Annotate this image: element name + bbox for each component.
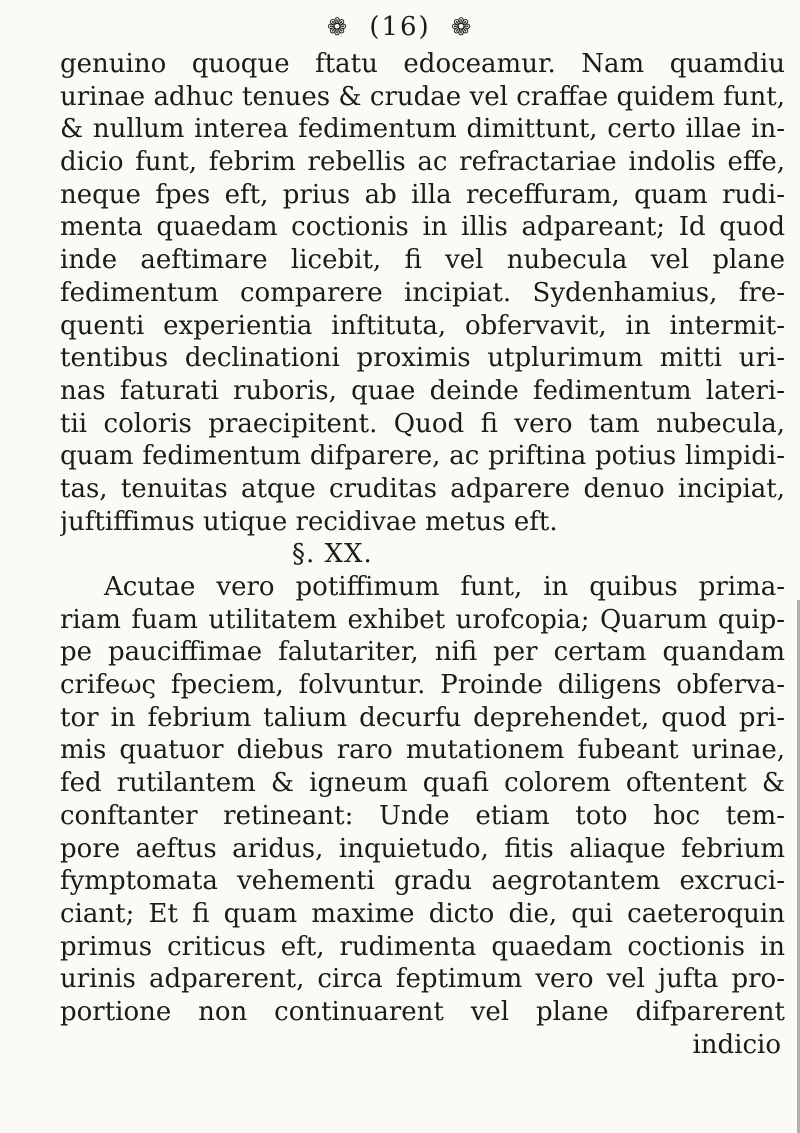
text-line: juftiffimus utique recidivae metus eft. xyxy=(60,506,558,537)
catchword: indicio xyxy=(692,1029,781,1060)
text-line: pore aeftus aridus, inquietudo, fitis aliaque febrium xyxy=(60,833,785,864)
text-line: tii coloris praecipitent. Quod fi vero tam nubecula, xyxy=(60,408,785,439)
text-line: ciant; Et fi quam maxime dicto die, qui caeteroquin xyxy=(60,898,785,929)
text-line: fed rutilantem & igneum quafi colorem oftentent & xyxy=(60,768,785,799)
text-line: fymptomata vehementi gradu aegrotantem excruci- xyxy=(60,866,785,897)
text-line: urinis adparerent, circa feptimum vero vel jufta pro- xyxy=(60,964,785,995)
text-line: crifeως fpeciem, folvuntur. Proinde diligens obferva- xyxy=(60,670,785,701)
text-line: & nullum interea fedimentum dimittunt, certo illae in- xyxy=(60,114,785,145)
text-line: dicio funt, febrim rebellis ac refractariae indolis effe, xyxy=(60,147,785,178)
text-line: portione non continuarent vel plane difparerent xyxy=(60,996,785,1027)
text-line: tas, tenuitas atque cruditas adparere denuo incipiat, xyxy=(60,473,785,504)
text-line: riam fuam utilitatem exhibet urofcopia; Quarum quip- xyxy=(60,604,785,635)
text-line: menta quaedam coctionis in illis adpareant; Id quod xyxy=(60,212,785,243)
text-line: pe pauciffimae falutariter, nifi per certam quandam xyxy=(60,637,785,668)
text-line: fedimentum comparere incipiat. Sydenhamius, fre- xyxy=(60,277,785,308)
text-line: primus criticus eft, rudimenta quaedam coctionis in xyxy=(60,931,785,962)
section-heading: §. XX. xyxy=(292,539,373,570)
page-header xyxy=(0,8,800,45)
text-line: Acutae vero potiffimum funt, in quibus prima- xyxy=(104,572,785,602)
text-line: conftanter retineant: Unde etiam toto hoc tem- xyxy=(60,800,785,831)
ornament-right-icon: ❁ xyxy=(450,13,474,41)
text-line: urinae adhuc tenues & crudae vel craffae quidem funt, xyxy=(60,81,785,112)
text-line: nas faturati ruboris, quae deinde fedimentum lateri- xyxy=(60,375,785,406)
text-line: genuino quoque ftatu edoceamur. Nam quamdiu xyxy=(60,49,785,79)
page-number: (16) xyxy=(369,12,431,42)
text-line: inde aeftimare licebit, fi vel nubecula vel plane xyxy=(60,245,785,276)
text-line: tor in febrium talium decurfu deprehendet, quod pri- xyxy=(60,702,785,733)
text-line: quenti experientia inftituta, obfervavit, in intermit- xyxy=(60,310,785,341)
ornament-left-icon: ❁ xyxy=(326,13,350,41)
body-text xyxy=(60,48,785,1061)
text-line: mis quatuor diebus raro mutationem fubeant urinae, xyxy=(60,735,785,766)
text-line: quam fedimentum difparere, ac priftina potius limpidi- xyxy=(60,441,785,472)
text-line: neque fpes eft, prius ab illa receffuram, quam rudi- xyxy=(60,179,785,210)
text-line: tentibus declinationi proximis utplurimum mitti uri- xyxy=(60,343,785,374)
